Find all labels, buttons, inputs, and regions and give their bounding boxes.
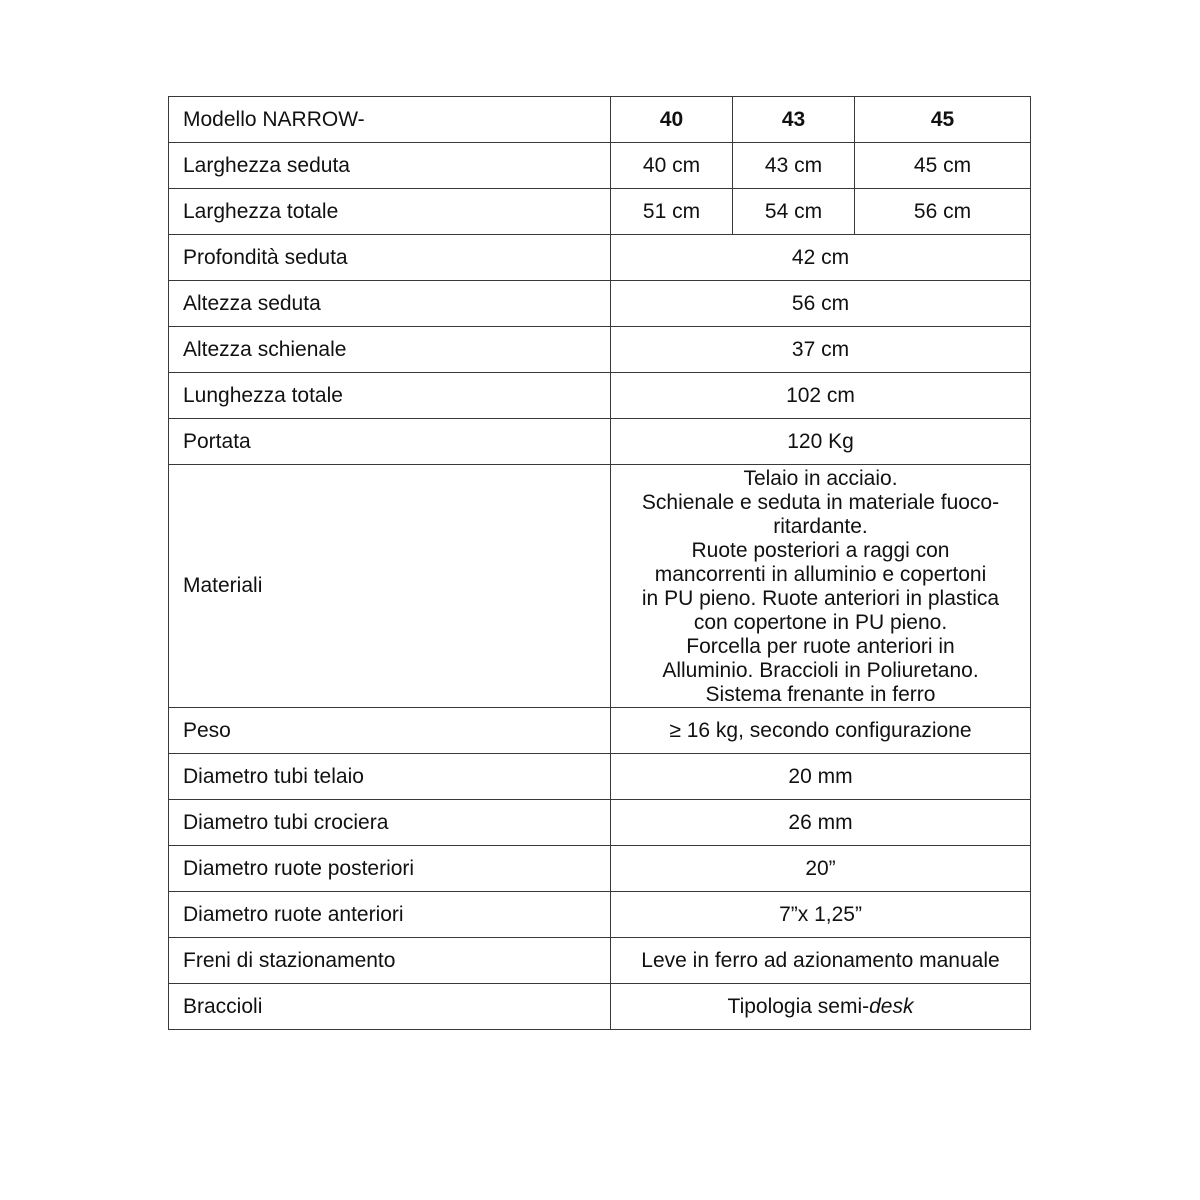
table-row <box>169 892 1031 938</box>
table-row-header <box>169 97 1031 143</box>
materials-line: Forcella per ruote anteriori in <box>686 635 955 658</box>
spec-table <box>168 96 1031 1030</box>
row-value: 26 mm <box>611 800 1031 846</box>
row-label: Peso <box>169 708 611 754</box>
row-value: 7”x 1,25” <box>611 892 1031 938</box>
materials-line: con copertone in PU pieno. <box>693 611 948 634</box>
braccioli-value-italic: desk <box>869 994 914 1018</box>
table-row <box>169 708 1031 754</box>
row-label: Lunghezza totale <box>169 373 611 419</box>
row-value: 56 cm <box>611 281 1031 327</box>
row-label: Altezza schienale <box>169 327 611 373</box>
row-value: 20” <box>611 846 1031 892</box>
table-row <box>169 938 1031 984</box>
row-label: Freni di stazionamento <box>169 938 611 984</box>
materials-line: Sistema frenante in ferro <box>705 683 936 706</box>
row-label: Profondità seduta <box>169 235 611 281</box>
materials-line: Schienale e seduta in materiale fuoco- <box>641 491 1000 514</box>
row-label: Diametro tubi crociera <box>169 800 611 846</box>
model-43-header: 43 <box>733 97 855 143</box>
row-value: ≥ 16 kg, secondo configurazione <box>611 708 1031 754</box>
table-row <box>169 327 1031 373</box>
row-value: 40 cm <box>611 143 733 189</box>
row-value: 43 cm <box>733 143 855 189</box>
table-row <box>169 235 1031 281</box>
row-value: 42 cm <box>611 235 1031 281</box>
materials-line: Ruote posteriori a raggi con <box>691 539 950 562</box>
row-value: 51 cm <box>611 189 733 235</box>
table-row <box>169 419 1031 465</box>
model-45-header: 45 <box>855 97 1031 143</box>
row-label: Portata <box>169 419 611 465</box>
materials-line: ritardante. <box>773 515 868 538</box>
row-value: Leve in ferro ad azionamento manuale <box>611 938 1031 984</box>
table-row <box>169 984 1031 1030</box>
row-label: Diametro tubi telaio <box>169 754 611 800</box>
materials-line: in PU pieno. Ruote anteriori in plastica <box>641 587 1000 610</box>
table-row <box>169 846 1031 892</box>
row-label: Materiali <box>169 465 611 708</box>
materials-description <box>611 465 1031 708</box>
row-value: 102 cm <box>611 373 1031 419</box>
materials-line: Telaio in acciaio. <box>743 467 898 490</box>
row-label: Altezza seduta <box>169 281 611 327</box>
braccioli-value-prefix: Tipologia semi- <box>727 994 870 1018</box>
row-value: 45 cm <box>855 143 1031 189</box>
header-label: Modello NARROW- <box>169 97 611 143</box>
row-label: Diametro ruote posteriori <box>169 846 611 892</box>
materials-line: Alluminio. Braccioli in Poliuretano. <box>662 659 979 682</box>
table-row <box>169 189 1031 235</box>
table-row <box>169 143 1031 189</box>
row-label: Larghezza seduta <box>169 143 611 189</box>
table-row <box>169 373 1031 419</box>
row-value: 120 Kg <box>611 419 1031 465</box>
row-label: Braccioli <box>169 984 611 1030</box>
row-label: Larghezza totale <box>169 189 611 235</box>
materials-line: mancorrenti in alluminio e copertoni <box>654 563 987 586</box>
row-value: 56 cm <box>855 189 1031 235</box>
row-label: Diametro ruote anteriori <box>169 892 611 938</box>
row-value: 37 cm <box>611 327 1031 373</box>
model-40-header: 40 <box>611 97 733 143</box>
row-value: 20 mm <box>611 754 1031 800</box>
table-row-materials <box>169 465 1031 708</box>
row-value: 54 cm <box>733 189 855 235</box>
table-row <box>169 281 1031 327</box>
row-value <box>611 984 1031 1030</box>
table-row <box>169 800 1031 846</box>
table-row <box>169 754 1031 800</box>
